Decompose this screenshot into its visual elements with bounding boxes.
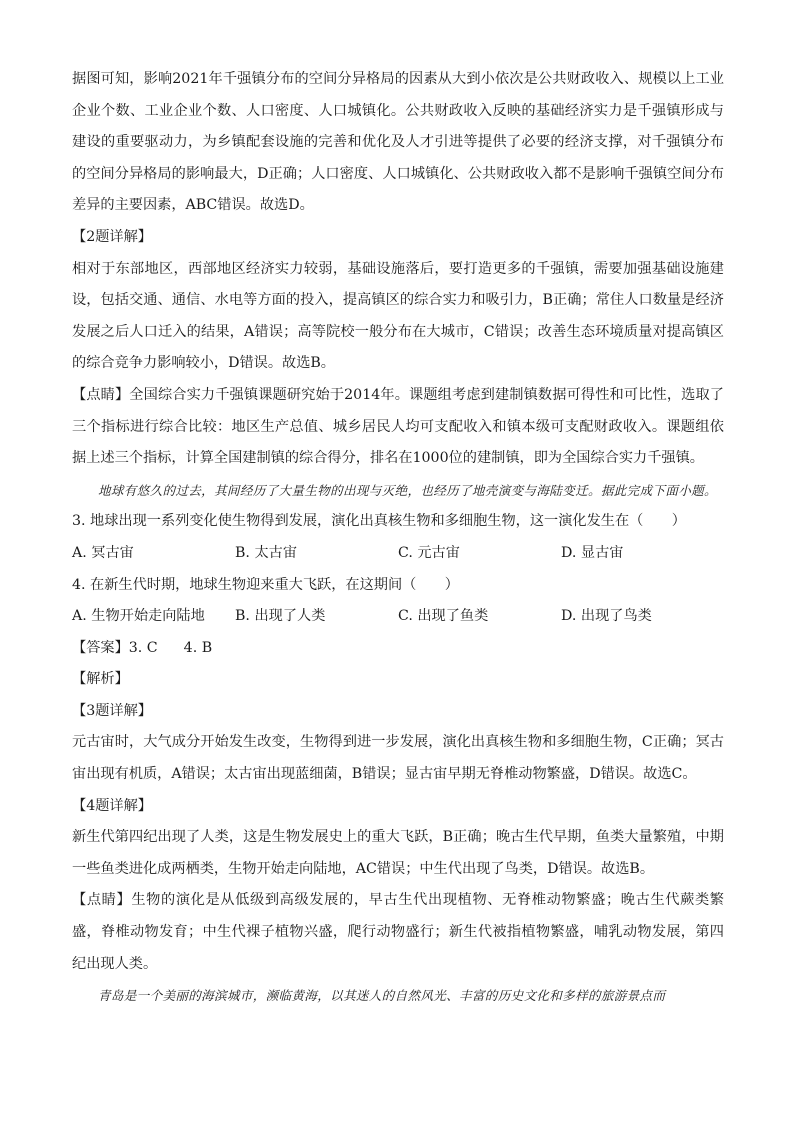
q4-option-c: C. 出现了鱼类 xyxy=(398,608,489,625)
q3-explanation-paragraph: 元古宙时，大气成分开始发生改变，生物得到进一步发展，演化出真核生物和多细胞生物，C正确；冥古宙出现有机质，A错误；太古宙出现蓝细菌，B错误；显古宙早期无脊椎动物繁盛，D错误。故选C。 xyxy=(72,734,724,783)
q2-explanation-paragraph: 相对于东部地区，西部地区经济实力较弱，基础设施落后，要打造更多的千强镇，需要加强基础设施建设，包括交通、通信、水电等方面的投入，提高镇区的综合实力和吸引力，B正确；常住人口数量是经济发展之后人口迁入的结果，A错误；高等院校一般分布在大城市，C错误；改善生态环境质量对提高镇区的综合竞争力影响较小，D错误。故选B。 xyxy=(72,260,724,372)
analysis-heading: 【解析】 xyxy=(72,671,129,688)
question-4-stem: 4. 在新生代时期，地球生物迎来重大飞跃，在这期间（ ） xyxy=(72,576,459,593)
key-point-paragraph-2: 【点睛】生物的演化是从低级到高级发展的，早古生代出现植物、无脊椎动物繁盛；晚古生代蕨类繁盛，脊椎动物发育；中生代裸子植物兴盛，爬行动物盛行；新生代被指植物繁盛，哺乳动物发展，第四纪出现人类。 xyxy=(72,892,724,972)
q3-option-b: B. 太古宙 xyxy=(235,544,298,561)
answer-q4: 4. B xyxy=(183,639,213,656)
document-body xyxy=(72,64,724,1012)
q3-option-c: C. 元古宙 xyxy=(398,544,460,561)
q4-option-d: D. 出现了鸟类 xyxy=(561,608,652,625)
q4-detail-heading: 【4题详解】 xyxy=(72,797,152,814)
q4-option-b: B. 出现了人类 xyxy=(235,608,326,625)
q3-detail-heading: 【3题详解】 xyxy=(72,702,152,719)
q2-detail-heading: 【2题详解】 xyxy=(72,228,152,245)
key-point-paragraph-1: 【点睛】全国综合实力千强镇课题研究始于2014年。课题组考虑到建制镇数据可得性和可比性，选取了三个指标进行综合比较：地区生产总值、城乡居民人均可支配收入和镇本级可支配财政收入。课题组依据上述三个指标，计算全国建制镇的综合得分，排名在1000位的建制镇，即为全国综合实力千强镇。 xyxy=(72,386,724,467)
next-question-intro: 青岛是一个美丽的海滨城市，濒临黄海，以其迷人的自然风光、丰富的历史文化和多样的旅游景点而 xyxy=(98,988,666,1004)
q3-option-d: D. 显古宙 xyxy=(561,544,624,561)
question-3-stem: 3. 地球出现一系列变化使生物得到发展，演化出真核生物和多细胞生物，这一演化发生在（ ） xyxy=(72,513,686,530)
q1-explanation-paragraph: 据图可知，影响2021年千强镇分布的空间分异格局的因素从大到小依次是公共财政收入、规模以上工业企业个数、工业企业个数、人口密度、人口城镇化。公共财政收入反映的基础经济实力是千强镇形成与建设的重要驱动力，为乡镇配套设施的完善和优化及人才引进等提供了必要的经济支撑，对千强镇分布的空间分异格局的影响最大，D正确；人口密度、人口城镇化、公共财政收入都不是影响千强镇空间分布差异的主要因素，ABC错误。故选D。 xyxy=(72,71,724,214)
q4-option-a: A. 生物开始走向陆地 xyxy=(72,608,205,625)
answer-label: 【答案】 xyxy=(72,639,129,656)
answer-q3: 3. C xyxy=(128,639,158,656)
q4-explanation-paragraph: 新生代第四纪出现了人类，这是生物发展史上的重大飞跃，B正确；晚古生代早期，鱼类大量繁殖，中期一些鱼类进化成两栖类，生物开始走向陆地，AC错误；中生代出现了鸟类，D错误。故选B。 xyxy=(72,829,724,877)
question-group-intro: 地球有悠久的过去，其间经历了大量生物的出现与灭绝，也经历了地壳演变与海陆变迁。据此完成下面小题。 xyxy=(98,482,717,498)
q3-option-a: A. 冥古宙 xyxy=(72,544,134,561)
question-4-options xyxy=(72,601,724,633)
answer-key xyxy=(72,633,724,665)
question-3-options xyxy=(72,538,724,570)
